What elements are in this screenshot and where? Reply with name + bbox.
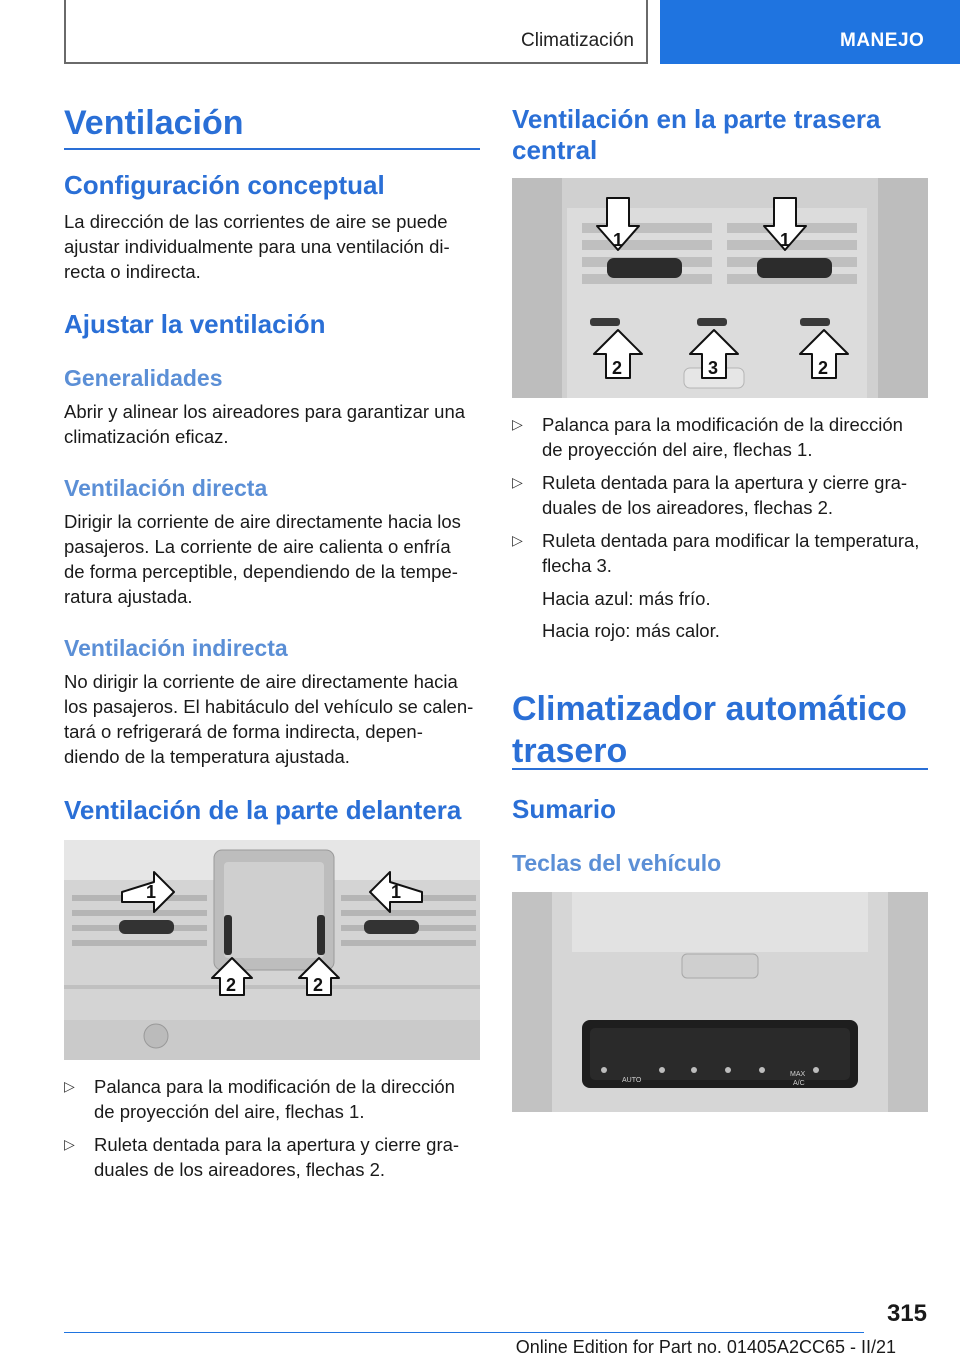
front-arrow-label-1a: 1: [146, 882, 157, 902]
auto-climate-title: Climatizador automático trasero: [512, 690, 907, 770]
rear-vents-illustration: [512, 178, 928, 398]
page-number: 315: [886, 1300, 927, 1327]
indirect-text: No dirigir la corriente de aire directamente hacia los pasajeros. El habitáculo del vehículo se calen‐ tará o refrigerará de forma indirecta, depen‐ diendo de la temperatura ajustada.: [64, 671, 474, 767]
bullet-icon: ▷: [512, 416, 523, 432]
page-title: Ventilación: [64, 104, 244, 142]
rear-vents-figure: [512, 178, 928, 398]
indirect-heading: Ventilación indirecta: [64, 635, 288, 661]
rear-arrow-label-3: 3: [708, 358, 719, 378]
rear-panel-figure: [512, 892, 928, 1112]
rear-arrow-label-1a: 1: [613, 230, 624, 250]
panel-ac-label: A/C: [793, 1080, 805, 1087]
front-arrow-label-2a: 2: [226, 975, 237, 995]
footer-rule: [64, 1332, 864, 1333]
front-arrow-label-2b: 2: [313, 975, 324, 995]
rear-arrow-label-2a: 2: [612, 358, 623, 378]
general-text: Abrir y alinear los aireadores para garantizar una climatización eficaz.: [64, 401, 466, 447]
general-heading: Generalidades: [64, 365, 223, 391]
adjust-heading: Ajustar la ventilación: [64, 309, 326, 339]
chapter-tab-label: MANEJO: [840, 30, 925, 51]
title-rule: [64, 148, 480, 150]
bullet-icon: ▷: [512, 474, 523, 490]
panel-auto-label: AUTO: [622, 1077, 642, 1084]
chapter-tab[interactable]: [660, 0, 960, 64]
bullet-icon: ▷: [512, 532, 523, 548]
footer-edition: Online Edition for Part no. 01405A2CC65 - II/21: [515, 1337, 896, 1357]
rear-arrow-label-2b: 2: [818, 358, 829, 378]
rear-panel-illustration: [512, 892, 928, 1112]
red-note: Hacia rojo: más calor.: [542, 620, 720, 641]
summary-heading: Sumario: [512, 794, 617, 824]
concept-heading: Configuración conceptual: [64, 170, 385, 200]
direct-text: Dirigir la corriente de aire directamente hacia los pasajeros. La corriente de aire calienta o enfría de forma perceptible, dependiendo de la tempe‐ ratura ajustada.: [64, 511, 461, 607]
front-vents-illustration: [64, 840, 480, 1060]
bullet-icon: ▷: [64, 1078, 75, 1094]
panel-max-label: MAX: [790, 1071, 806, 1078]
concept-text: La dirección de las corrientes de aire se puede ajustar individualmente para una ventilación di‐ recta o indirecta.: [64, 211, 450, 282]
keys-heading: Teclas del vehículo: [512, 850, 722, 876]
rear-arrow-label-1b: 1: [780, 230, 791, 250]
bullet-icon: ▷: [64, 1136, 75, 1152]
front-arrow-label-1b: 1: [391, 882, 402, 902]
direct-heading: Ventilación directa: [64, 475, 268, 501]
blue-note: Hacia azul: más frío.: [542, 588, 711, 609]
header-section-box: [64, 0, 648, 64]
section-title: Climatización: [521, 30, 634, 51]
front-heading: Ventilación de la parte delantera: [64, 795, 462, 825]
auto-title-rule: [512, 768, 928, 770]
front-vents-figure: [64, 840, 480, 1060]
rear-heading: Ventilación en la parte trasera central: [512, 104, 881, 165]
